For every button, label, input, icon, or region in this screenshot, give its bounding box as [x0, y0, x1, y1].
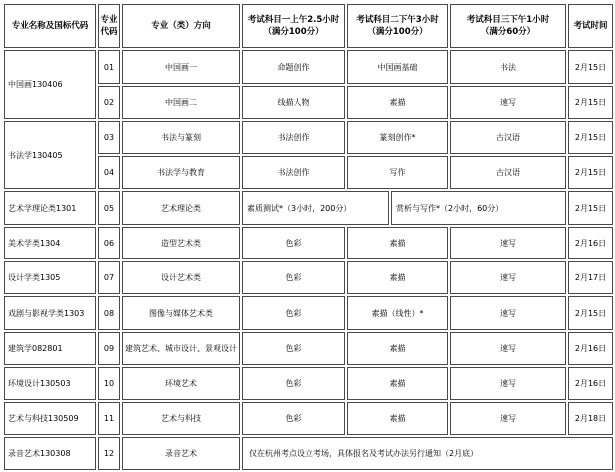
subject2-cell: 素描 — [347, 367, 448, 400]
subject1-cell: 色彩 — [242, 261, 345, 294]
table-row — [4, 367, 613, 400]
direction-cell: 图像与媒体艺术类 — [122, 296, 240, 330]
code-cell: 01 — [98, 50, 120, 84]
table-row — [4, 402, 613, 435]
subject3-cell: 速写 — [450, 402, 566, 435]
subject1-cell: 书法创作 — [242, 156, 345, 189]
time-cell: 2月15日 — [568, 296, 613, 330]
subject1-cell: 书法创作 — [242, 121, 345, 154]
major-cell: 中国画130406 — [4, 50, 96, 119]
table-row — [4, 332, 613, 365]
header-code: 专业代码 — [98, 4, 120, 48]
subject1-cell: 色彩 — [242, 296, 345, 330]
major-cell: 美术学类1304 — [4, 227, 96, 259]
major-cell: 建筑学082801 — [4, 332, 96, 365]
time-cell: 2月15日 — [568, 191, 613, 225]
header-subject3-line2: （满分60分） — [480, 27, 536, 37]
header-direction: 专业（类）方向 — [122, 4, 240, 48]
subject2-cell: 素描 — [347, 227, 448, 259]
code-cell: 10 — [98, 367, 120, 400]
direction-cell: 书法与篆刻 — [122, 121, 240, 154]
direction-cell: 造型艺术类 — [122, 227, 240, 259]
direction-cell: 中国画一 — [122, 50, 240, 84]
time-cell: 2月15日 — [568, 121, 613, 154]
time-cell: 2月18日 — [568, 402, 613, 435]
direction-cell: 艺术理论类 — [122, 191, 240, 225]
header-time: 考试时间 — [568, 4, 613, 48]
code-cell: 08 — [98, 296, 120, 330]
major-cell: 艺术与科技130509 — [4, 402, 96, 435]
subject3-cell: 速写 — [450, 227, 566, 259]
subject3-cell: 速写 — [450, 261, 566, 294]
direction-cell: 中国画二 — [122, 86, 240, 119]
time-cell: 2月15日 — [568, 156, 613, 189]
subject3-cell: 速写 — [450, 367, 566, 400]
table-row — [4, 50, 613, 84]
major-cell: 戏剧与影视学类1303 — [4, 296, 96, 330]
subject2-cell: 素描 — [347, 402, 448, 435]
header-major: 专业名称及国标代码 — [4, 4, 96, 48]
time-cell: 2月16日 — [568, 332, 613, 365]
header-subject2 — [347, 4, 448, 48]
header-subject3 — [450, 4, 566, 48]
table-row — [4, 191, 613, 225]
table-row — [4, 296, 613, 330]
subject1-cell: 色彩 — [242, 367, 345, 400]
subject2-cell: 素描（线性）* — [347, 296, 448, 330]
direction-cell: 设计艺术类 — [122, 261, 240, 294]
code-cell: 11 — [98, 402, 120, 435]
subject1-cell: 线描人物 — [242, 86, 345, 119]
subject3-cell: 书法 — [450, 50, 566, 84]
subject1-cell: 色彩 — [242, 227, 345, 259]
subject2-cell: 中国画基础 — [347, 50, 448, 84]
subject1-cell: 色彩 — [242, 402, 345, 435]
direction-cell: 录音艺术 — [122, 437, 240, 470]
header-subject1-line2: （满分100分） — [263, 27, 324, 37]
time-cell: 2月16日 — [568, 227, 613, 259]
subject3-cell: 速写 — [450, 332, 566, 365]
header-subject2-line2: （满分100分） — [367, 27, 428, 37]
code-cell: 05 — [98, 191, 120, 225]
direction-cell: 书法学与教育 — [122, 156, 240, 189]
table-row — [4, 121, 613, 154]
major-cell: 录音艺术130308 — [4, 437, 96, 470]
subject23-merged-cell: 赏析与写作*（2小时，60分） — [391, 191, 566, 225]
direction-cell: 艺术与科技 — [122, 402, 240, 435]
exam-schedule-table — [2, 2, 615, 472]
table-row — [4, 227, 613, 259]
direction-cell: 环境艺术 — [122, 367, 240, 400]
major-cell: 设计学类1305 — [4, 261, 96, 294]
code-cell: 12 — [98, 437, 120, 470]
header-subject1-line1: 考试科目一上午2.5小时 — [247, 15, 340, 25]
table-row — [4, 437, 613, 470]
time-cell: 2月15日 — [568, 50, 613, 84]
header-subject3-line1: 考试科目三下午1小时 — [466, 15, 550, 25]
major-cell: 环境设计130503 — [4, 367, 96, 400]
code-cell: 02 — [98, 86, 120, 119]
time-cell: 2月16日 — [568, 367, 613, 400]
time-cell: 2月17日 — [568, 261, 613, 294]
major-cell: 书法学130405 — [4, 121, 96, 189]
notice-cell: 仅在杭州考点设立考场，具体报名及考试办法另行通知（2月底） — [242, 437, 613, 470]
subject3-cell: 古汉语 — [450, 156, 566, 189]
subject2-cell: 素描 — [347, 86, 448, 119]
subject3-cell: 古汉语 — [450, 121, 566, 154]
subject1-cell: 色彩 — [242, 332, 345, 365]
subject2-cell: 篆刻创作* — [347, 121, 448, 154]
header-row — [4, 4, 613, 48]
table-row — [4, 261, 613, 294]
subject2-cell: 素描 — [347, 332, 448, 365]
header-subject2-line1: 考试科目二下午3小时 — [356, 15, 439, 25]
subject3-cell: 速写 — [450, 296, 566, 330]
major-cell: 艺术学理论类1301 — [4, 191, 96, 225]
header-subject1 — [242, 4, 345, 48]
subject1-merged-cell: 素质测试*（3小时，200分） — [242, 191, 389, 225]
subject2-cell: 素描 — [347, 261, 448, 294]
direction-cell: 建筑艺术、城市设计、景观设计 — [122, 332, 240, 365]
code-cell: 06 — [98, 227, 120, 259]
code-cell: 03 — [98, 121, 120, 154]
subject1-cell: 命题创作 — [242, 50, 345, 84]
code-cell: 04 — [98, 156, 120, 189]
code-cell: 09 — [98, 332, 120, 365]
subject2-cell: 写作 — [347, 156, 448, 189]
code-cell: 07 — [98, 261, 120, 294]
time-cell: 2月15日 — [568, 86, 613, 119]
subject3-cell: 速写 — [450, 86, 566, 119]
